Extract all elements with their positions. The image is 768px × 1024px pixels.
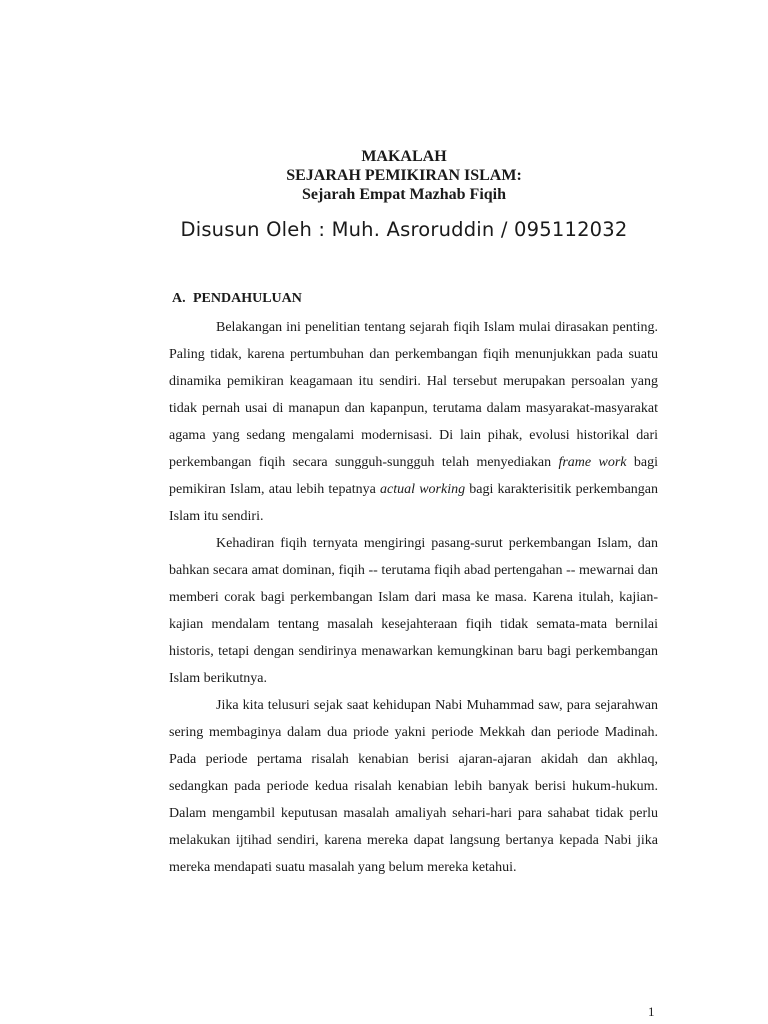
author-line: Disusun Oleh : Muh. Asroruddin / 095112032 xyxy=(180,218,628,241)
section-title: PENDAHULUAN xyxy=(193,291,302,306)
document-type-title: MAKALAH xyxy=(361,148,447,165)
section-number: A. xyxy=(172,291,186,306)
paragraph-1-italic-term-1: frame work xyxy=(558,455,627,470)
paragraph-1-italic-term-2: actual working xyxy=(380,482,466,497)
paragraph-1-text-a: Belakangan ini penelitian tentang sejarah fiqih Islam mulai dirasakan penting. Paling tidak, karena pertumbuhan dan perkembangan fiqih menunjukkan pada suatu dinamika pemikiran keagamaan itu sendiri. Hal tersebut merupakan persoalan yang tidak pernah usai di manapun dan kapanpun, terutama dalam masyarakat-masyarakat agama yang sedang mengalami modernisasi. Di lain pihak, evolusi historikal dari perkembangan fiqih secara sungguh-sungguh telah menyediakan xyxy=(169,320,658,470)
paragraph-1-text-c: bagi karakterisitik perkembangan Islam itu sendiri. xyxy=(169,482,659,524)
section-heading xyxy=(172,290,302,308)
course-title: SEJARAH PEMIKIRAN ISLAM: xyxy=(286,167,522,184)
body-text xyxy=(169,314,658,881)
title-block xyxy=(0,147,768,204)
paragraph-3: Jika kita telusuri sejak saat kehidupan Nabi Muhammad saw, para sejarahwan sering membaginya dalam dua priode yakni periode Mekkah dan periode Madinah. Pada periode pertama risalah kenabian berisi ajaran-ajaran akidah dan akhlaq, sedangkan pada periode kedua risalah kenabian lebih banyak berisi hukum-hukum. Dalam mengambil keputusan masalah amaliyah sehari-hari para sahabat tidak perlu melakukan ijtihad sendiri, karena mereka dapat langsung bertanya kepada Nabi jika mereka mendapati suatu masalah yang belum mereka ketahui. xyxy=(169,698,658,875)
paragraph-2: Kehadiran fiqih ternyata mengiringi pasang-surut perkembangan Islam, dan bahkan secara amat dominan, fiqih -- terutama fiqih abad pertengahan -- mewarnai dan memberi corak bagi perkembangan Islam dari masa ke masa. Karena itulah, kajian-kajian mendalam tentang masalah kesejahteraan fiqih tidak semata-mata bernilai historis, tetapi dengan sendirinya menawarkan kemungkinan baru bagi perkembangan Islam berikutnya. xyxy=(169,536,658,686)
document-subtitle: Sejarah Empat Mazhab Fiqih xyxy=(301,186,506,203)
paragraph-1-text-b: bagi pemikiran Islam, atau lebih tepatnya xyxy=(169,455,658,497)
page-number: 1 xyxy=(648,1004,655,1019)
paragraph-1 xyxy=(169,314,658,530)
